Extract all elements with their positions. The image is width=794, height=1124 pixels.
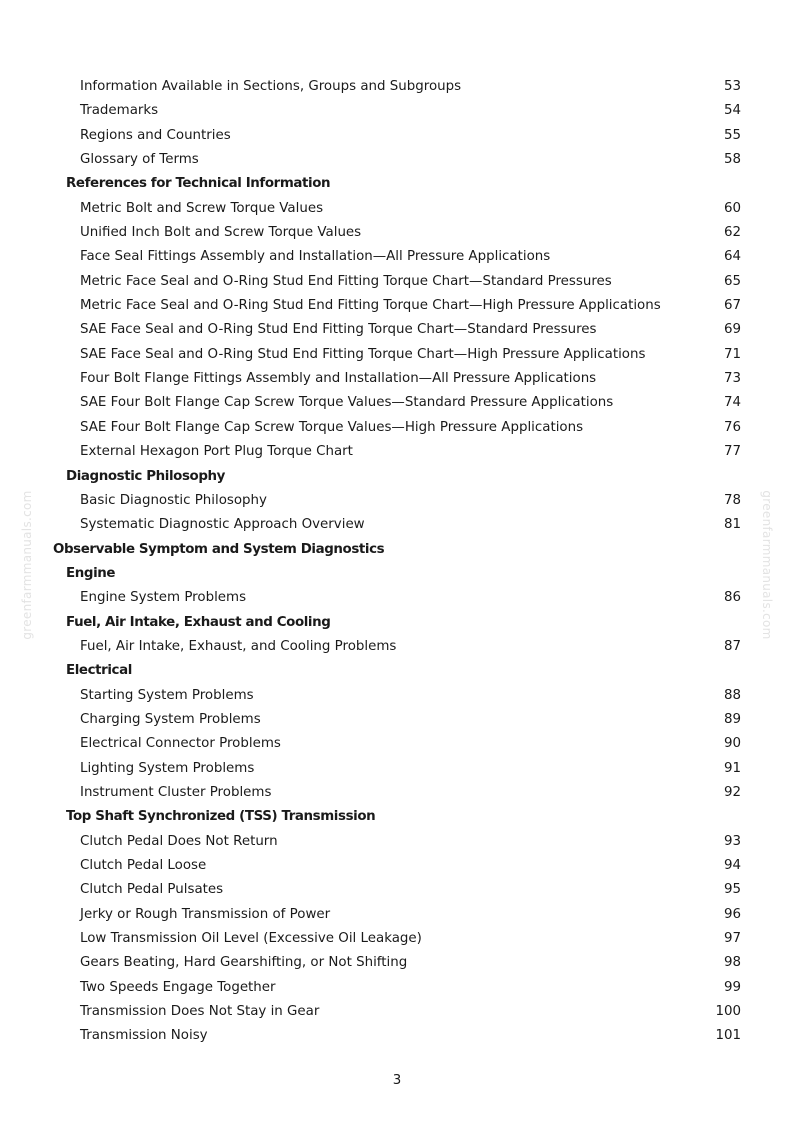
toc-entry[interactable] (0, 245, 794, 269)
toc-section-heading[interactable] (0, 465, 794, 489)
toc-section-heading[interactable] (0, 562, 794, 586)
toc-entry-page: 93 (723, 833, 741, 849)
toc-entry-title: Low Transmission Oil Level (Excessive Oil Leakage) (80, 931, 422, 947)
toc-entry-title: Basic Diagnostic Philosophy (80, 492, 267, 508)
toc-entry-title: Glossary of Terms (80, 152, 199, 168)
toc-section-heading[interactable] (0, 805, 794, 829)
toc-entry-title: Transmission Does Not Stay in Gear (80, 1004, 320, 1020)
toc-entry[interactable] (0, 586, 794, 610)
toc-entry-title: SAE Four Bolt Flange Cap Screw Torque Values—Standard Pressure Applications (80, 395, 614, 411)
toc-entry-title: Systematic Diagnostic Approach Overview (80, 517, 365, 533)
toc-entry-title: Engine (66, 565, 116, 581)
toc-entry[interactable] (0, 513, 794, 537)
toc-entry-page: 71 (723, 346, 741, 362)
toc-entry[interactable] (0, 878, 794, 902)
toc-entry-page: 62 (723, 225, 741, 241)
toc-entry-title: SAE Four Bolt Flange Cap Screw Torque Values—High Pressure Applications (80, 419, 584, 435)
toc-entry-page: 65 (723, 273, 741, 289)
page-number: 3 (392, 1073, 402, 1088)
toc-entry-title: Face Seal Fittings Assembly and Installation—All Pressure Applications (80, 249, 551, 265)
toc-entry-title: References for Technical Information (66, 176, 331, 192)
toc-entry[interactable] (0, 148, 794, 172)
toc-entry-page: 60 (723, 200, 741, 216)
toc-entry[interactable] (0, 757, 794, 781)
toc-entry-page: 92 (723, 784, 741, 800)
watermark-left: greenfarmmanuals.com (20, 490, 34, 640)
toc-entry-title: Regions and Countries (80, 127, 231, 143)
toc-entry-title: Four Bolt Flange Fittings Assembly and Installation—All Pressure Applications (80, 371, 597, 387)
toc-entry-title: External Hexagon Port Plug Torque Chart (80, 444, 353, 460)
toc-entry[interactable] (0, 197, 794, 221)
toc-entry-title: Clutch Pedal Pulsates (80, 882, 224, 898)
toc-entry-title: Trademarks (80, 103, 159, 119)
toc-entry[interactable] (0, 830, 794, 854)
toc-entry-page: 86 (723, 590, 741, 606)
toc-entry[interactable] (0, 416, 794, 440)
toc-entry[interactable] (0, 708, 794, 732)
toc-entry[interactable] (0, 124, 794, 148)
table-of-contents (0, 75, 794, 1049)
toc-entry[interactable] (0, 903, 794, 927)
toc-entry-title: Fuel, Air Intake, Exhaust, and Cooling Problems (80, 638, 397, 654)
toc-entry-page: 55 (723, 127, 741, 143)
toc-entry-page: 96 (723, 906, 741, 922)
toc-entry-title: Unified Inch Bolt and Screw Torque Values (80, 225, 362, 241)
toc-section-heading[interactable] (0, 659, 794, 683)
toc-entry-page: 101 (715, 1028, 741, 1044)
toc-entry-title: Metric Face Seal and O-Ring Stud End Fitting Torque Chart—High Pressure Applications (80, 298, 661, 314)
toc-entry[interactable] (0, 294, 794, 318)
toc-entry-title: Starting System Problems (80, 687, 254, 703)
toc-entry-title: Fuel, Air Intake, Exhaust and Cooling (66, 614, 331, 630)
toc-entry-page: 89 (723, 711, 741, 727)
watermark-right: greenfarmmanuals.com (760, 490, 774, 640)
toc-entry[interactable] (0, 343, 794, 367)
toc-entry-title: Clutch Pedal Does Not Return (80, 833, 278, 849)
toc-entry-title: Jerky or Rough Transmission of Power (80, 906, 331, 922)
toc-entry-page: 54 (723, 103, 741, 119)
toc-entry-page: 91 (723, 760, 741, 776)
toc-entry[interactable] (0, 781, 794, 805)
toc-entry-title: Diagnostic Philosophy (66, 468, 225, 484)
toc-entry[interactable] (0, 1024, 794, 1048)
toc-section-heading[interactable] (0, 172, 794, 196)
toc-entry[interactable] (0, 75, 794, 99)
toc-entry-page: 77 (723, 444, 741, 460)
toc-entry-page: 97 (723, 931, 741, 947)
toc-entry[interactable] (0, 367, 794, 391)
toc-entry[interactable] (0, 635, 794, 659)
toc-entry-page: 99 (723, 979, 741, 995)
toc-entry-title: Charging System Problems (80, 711, 261, 727)
toc-entry-page: 78 (723, 492, 741, 508)
toc-entry-page: 58 (723, 152, 741, 168)
toc-entry[interactable] (0, 684, 794, 708)
toc-entry-title: SAE Face Seal and O-Ring Stud End Fitting Torque Chart—High Pressure Applications (80, 346, 646, 362)
toc-entry-page: 67 (723, 298, 741, 314)
toc-entry-title: Lighting System Problems (80, 760, 255, 776)
toc-entry[interactable] (0, 951, 794, 975)
toc-entry[interactable] (0, 318, 794, 342)
toc-entry-title: Observable Symptom and System Diagnostics (53, 541, 385, 557)
toc-entry[interactable] (0, 270, 794, 294)
toc-entry[interactable] (0, 489, 794, 513)
toc-entry[interactable] (0, 391, 794, 415)
toc-entry-page: 76 (723, 419, 741, 435)
toc-entry-page: 94 (723, 858, 741, 873)
toc-entry-page: 100 (715, 1004, 741, 1020)
toc-entry-title: Metric Bolt and Screw Torque Values (80, 200, 324, 216)
toc-entry-title: Instrument Cluster Problems (80, 784, 272, 800)
toc-entry[interactable] (0, 1000, 794, 1024)
toc-entry[interactable] (0, 732, 794, 756)
toc-entry-page: 64 (723, 249, 741, 265)
toc-entry-page: 81 (723, 517, 741, 533)
toc-entry-title: Electrical Connector Problems (80, 736, 281, 752)
toc-entry-title: Top Shaft Synchronized (TSS) Transmission (66, 809, 376, 825)
toc-entry[interactable] (0, 976, 794, 1000)
toc-entry-title: Information Available in Sections, Groups and Subgroups (80, 79, 462, 94)
toc-entry-title: Metric Face Seal and O-Ring Stud End Fitting Torque Chart—Standard Pressures (80, 273, 612, 289)
toc-entry-title: Transmission Noisy (80, 1028, 208, 1044)
toc-section-heading[interactable] (0, 611, 794, 635)
toc-entry[interactable] (0, 440, 794, 464)
toc-entry-title: SAE Face Seal and O-Ring Stud End Fitting Torque Chart—Standard Pressures (80, 322, 597, 338)
toc-entry[interactable] (0, 99, 794, 123)
toc-entry-title: Gears Beating, Hard Gearshifting, or Not Shifting (80, 955, 408, 971)
toc-entry[interactable] (0, 927, 794, 951)
toc-entry-page: 95 (723, 882, 741, 898)
toc-entry-title: Clutch Pedal Loose (80, 858, 207, 873)
toc-entry-page: 73 (723, 371, 741, 387)
toc-entry[interactable] (0, 221, 794, 245)
toc-entry-page: 74 (723, 395, 741, 411)
toc-entry-page: 87 (723, 638, 741, 654)
toc-entry-page: 90 (723, 736, 741, 752)
toc-section-heading[interactable] (0, 538, 794, 562)
toc-entry[interactable] (0, 854, 794, 878)
toc-entry-title: Electrical (66, 663, 132, 679)
toc-entry-page: 98 (723, 955, 741, 971)
toc-entry-page: 69 (723, 322, 741, 338)
toc-entry-page: 53 (723, 79, 741, 94)
toc-entry-title: Engine System Problems (80, 590, 247, 606)
toc-entry-page: 88 (723, 687, 741, 703)
toc-entry-title: Two Speeds Engage Together (80, 979, 276, 995)
